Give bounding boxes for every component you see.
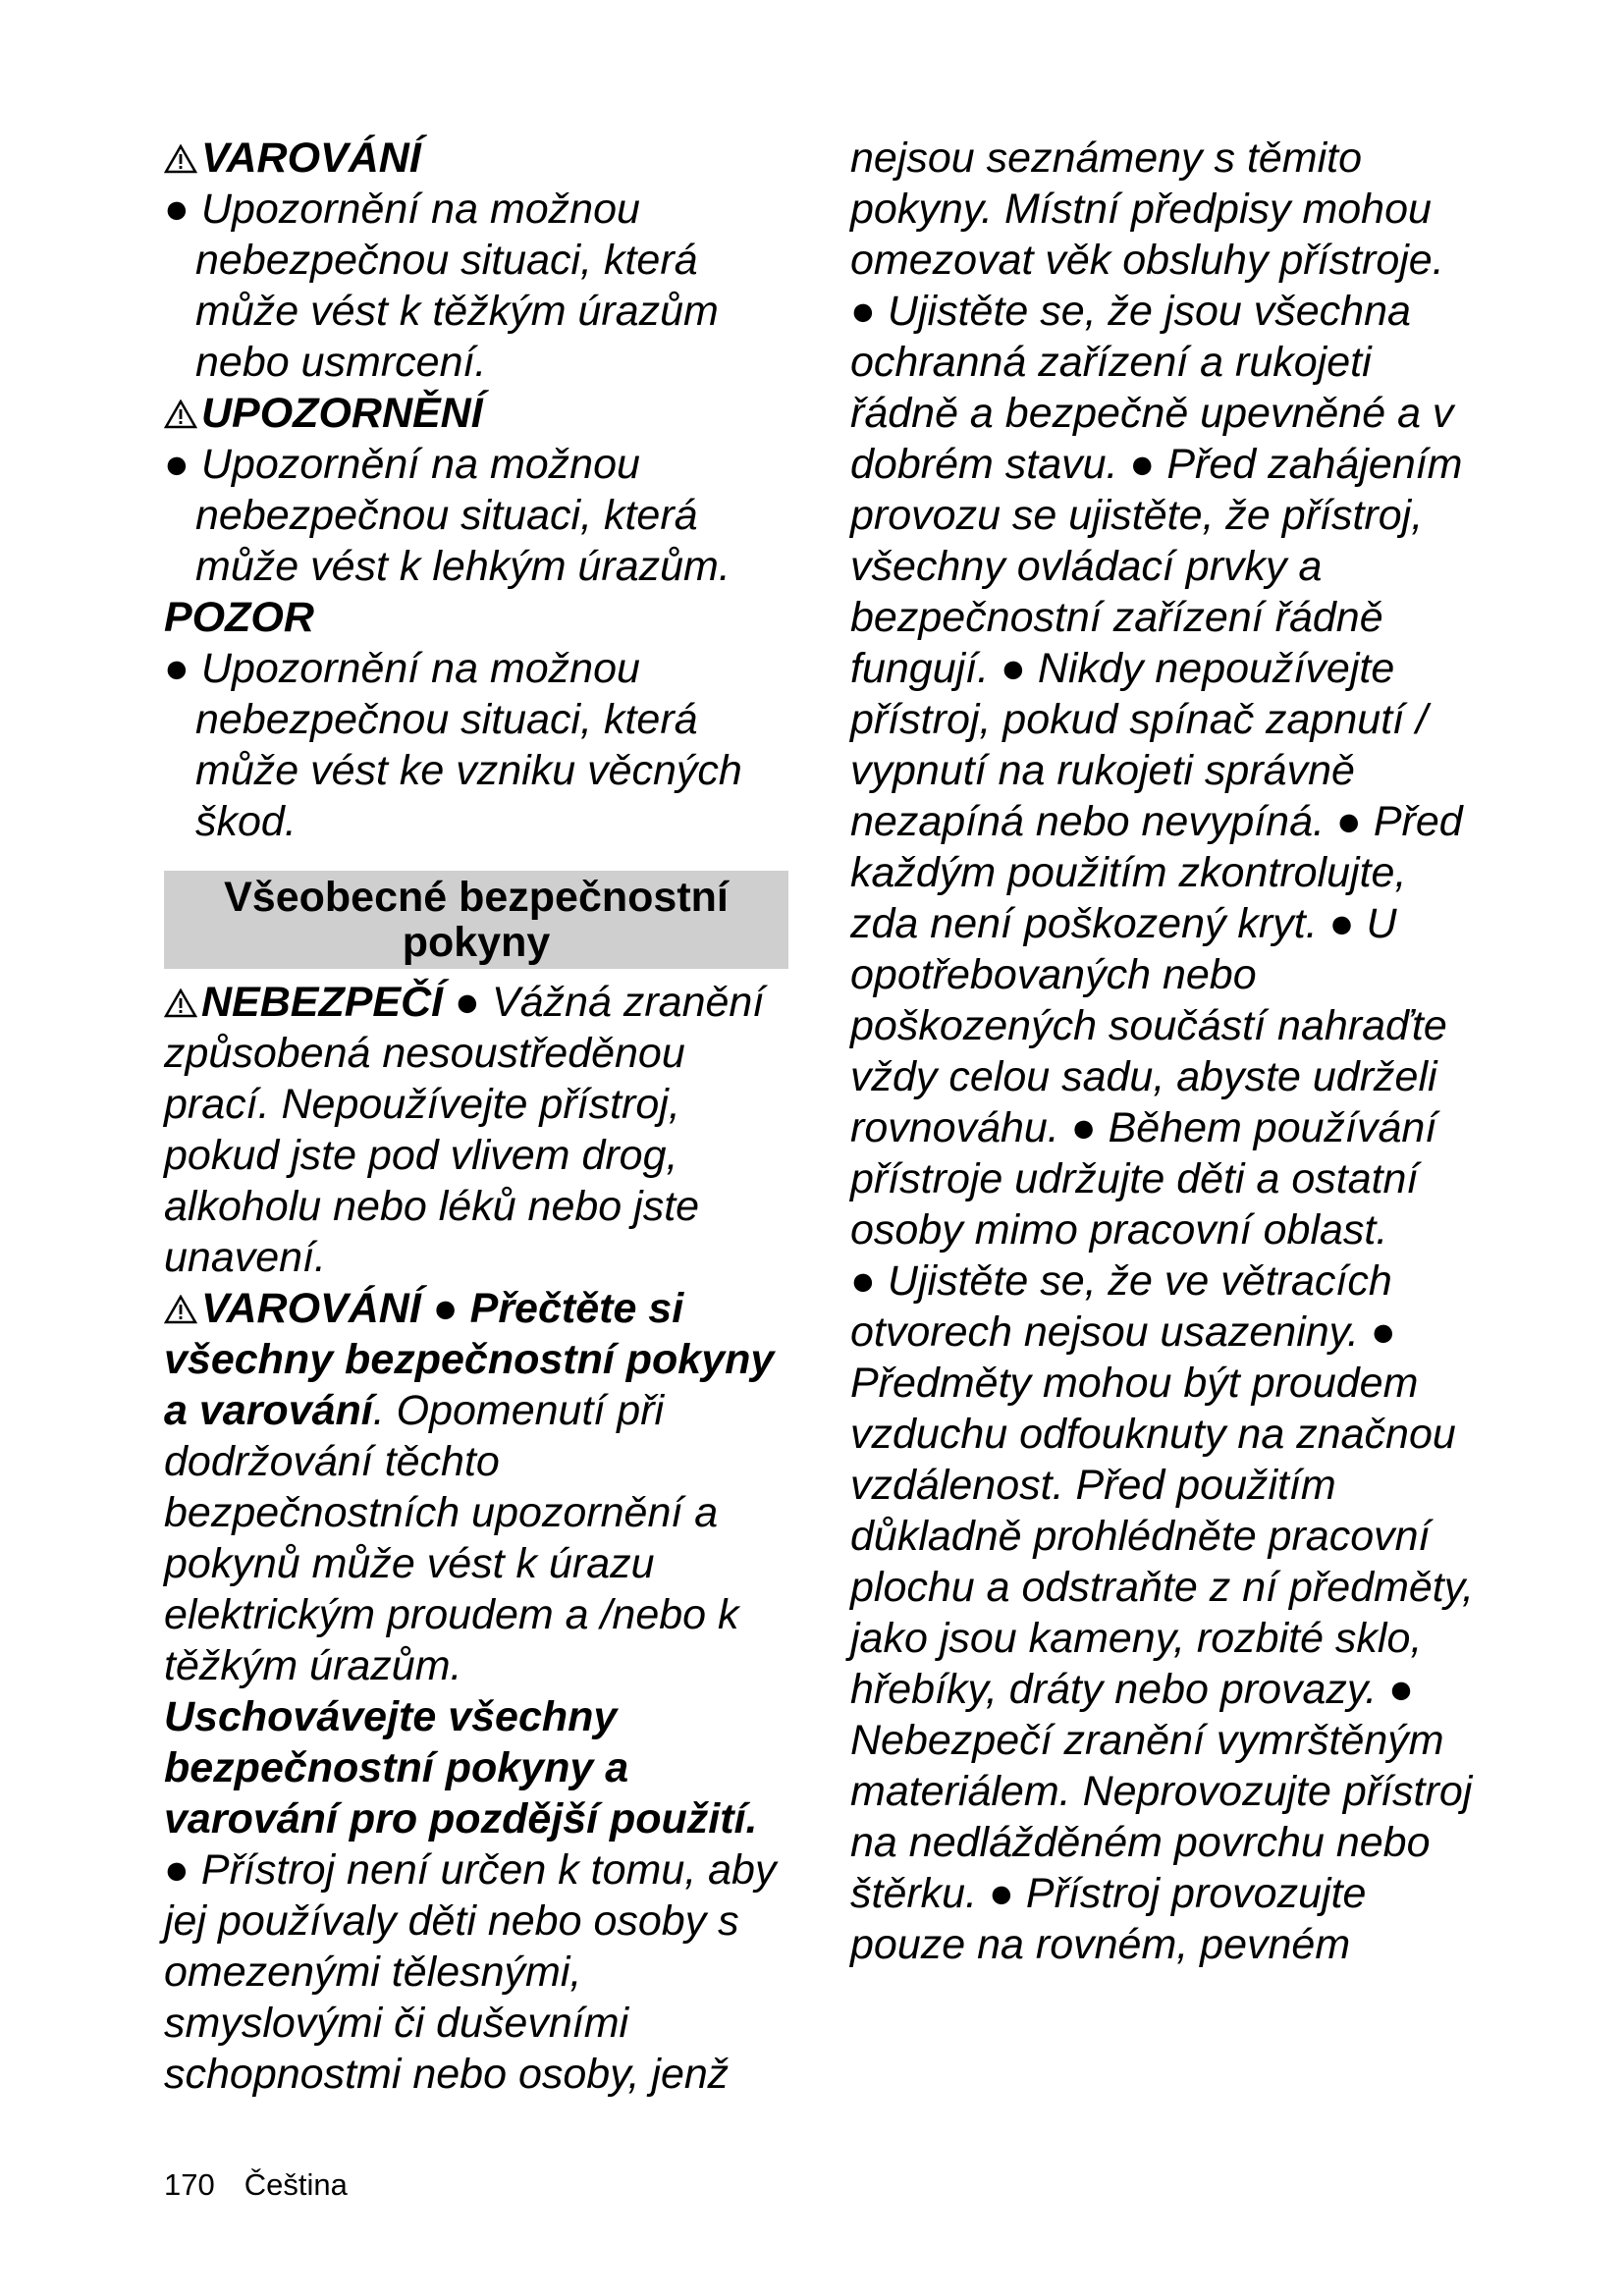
left-column <box>164 133 792 2100</box>
warning-heading <box>164 133 792 184</box>
page-number: 170 <box>164 2167 215 2202</box>
danger-paragraph <box>164 977 792 1283</box>
caution-heading <box>164 388 792 439</box>
warning2-title: VAROVÁNÍ ● Přečtěte si všechny bezpečnostní pokyny a varování <box>164 1285 775 1434</box>
footer-language: Čeština <box>244 2167 348 2202</box>
right-text-2: ● Ujistěte se, že ve větracích otvorech nejsou usazeniny. ● Předměty mohou být proudem vzduchu odfouknuty na značnou vzdálenost. Před použitím důkladně prohlédněte pracovní plochu a odstraňte z ní předměty, jako jsou kameny, rozbité sklo, hřebíky, dráty nebo provazy. ● Nebezpečí zranění vymrštěným materiálem. Neprovozujte přístroj na nedlážděném povrchu nebo štěrku. ● Přístroj provozujte pouze na rovném, pevném <box>850 1257 1475 1968</box>
notice-text: ● Upozornění na možnou nebezpečnou situaci, která může vést ke vzniku věcných škod. <box>164 645 742 845</box>
keep-instructions: Uschovávejte všechny bezpečnostní pokyny a varování pro pozdější použití. <box>164 1693 758 1842</box>
caution-title: UPOZORNĚNÍ <box>201 390 483 437</box>
right-column <box>850 133 1479 1970</box>
danger-title: NEBEZPEČÍ <box>201 979 444 1026</box>
section-title: Všeobecné bezpečnostní pokyny <box>164 871 788 969</box>
warning-triangle-icon <box>164 988 197 1018</box>
warning-text: ● Upozornění na možnou nebezpečnou situaci, která může vést k těžkým úrazům nebo usmrcení. <box>164 186 719 386</box>
danger-text: ● Vážná zranění způsobená nesoustředěnou prací. Nepoužívejte přístroj, pokud jste pod vlivem drog, alkoholu nebo léků nebo jste unavení. <box>164 979 765 1281</box>
notice-title: POZOR <box>164 594 314 641</box>
warning-triangle-icon <box>164 1295 197 1324</box>
right-text: nejsou seznámeny s těmito pokyny. Místní předpisy mohou omezovat věk obsluhy přístroje. ● Ujistěte se, že jsou všechna ochranná zařízení a rukojeti řádně a bezpečně upevněné a v dobrém stavu. ● Před zahájením provozu se ujistěte, že přístroj, všechny ovládací prvky a bezpečnostní zařízení řádně fungují. ● Nikdy nepoužívejte přístroj, pokud spínač zapnutí / vypnutí na rukojeti správně nezapíná nebo nevypíná. ● Před každým použitím zkontrolujte, zda není poškozený kryt. ● U opotřebovaných nebo poškozených součástí nahraďte vždy celou sadu, abyste udrželi rovnováhu. ● Během používání přístroje udržujte děti a ostatní osoby mimo pracovní oblast. <box>850 134 1463 1254</box>
caution-text: ● Upozornění na možnou nebezpečnou situaci, která může vést k lehkým úrazům. <box>164 441 731 590</box>
warning2-text: . Opomenutí při dodržování těchto bezpečnostních upozornění a pokynů může vést k úrazu elektrickým proudem a /nebo k těžkým úrazům. <box>164 1387 739 1689</box>
warning2-paragraph <box>164 1283 792 1691</box>
warning-triangle-icon <box>164 144 197 174</box>
warning-title: VAROVÁNÍ <box>201 134 421 182</box>
warning-triangle-icon <box>164 400 197 429</box>
children-text: ● Přístroj není určen k tomu, aby jej používaly děti nebo osoby s omezenými tělesnými, smyslovými či duševními schopnostmi nebo osoby, jenž <box>164 1846 777 2098</box>
page-footer <box>164 2167 377 2203</box>
